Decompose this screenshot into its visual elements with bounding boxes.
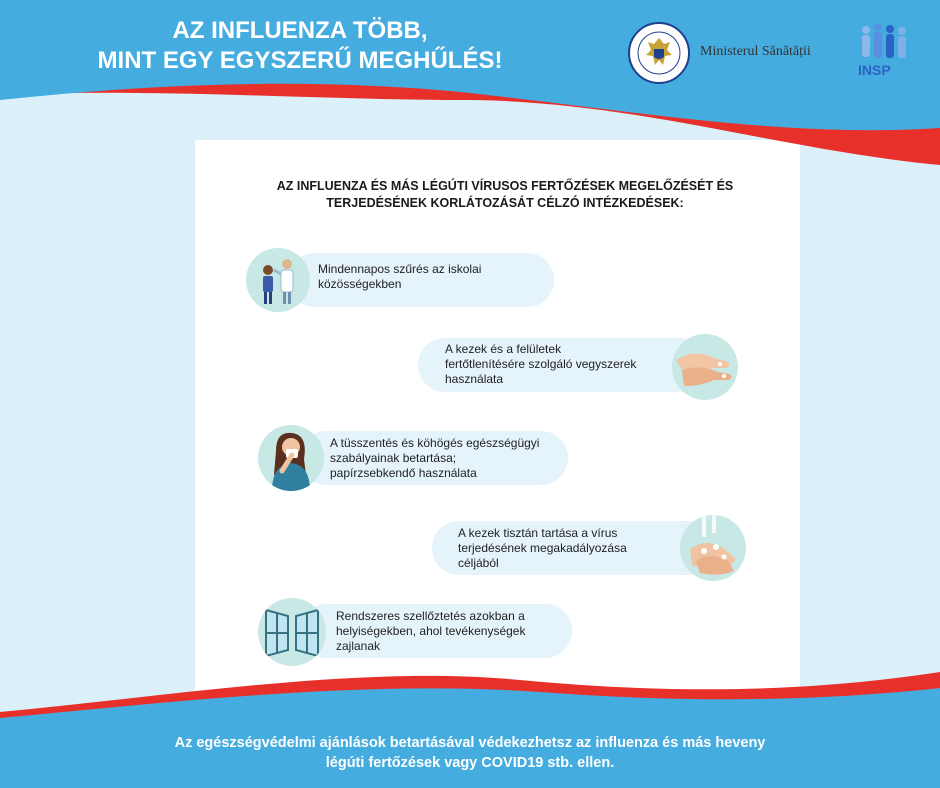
measure-5-line-1: Rendszeres szellőztetés azokban a: [336, 609, 525, 623]
insp-label: INSP: [858, 62, 891, 78]
measure-5-line-2: helyiségekben, ahol tevékenységek: [336, 624, 526, 638]
screening-icon: [246, 248, 310, 312]
measure-text-ventilation: [336, 609, 525, 654]
measure-text-sneezing: [330, 436, 539, 481]
sanitizer-hands-icon: [672, 334, 738, 400]
logos: [628, 22, 928, 82]
measure-3-line-3: papírzsebkendő használata: [330, 466, 477, 480]
footer-line-2: légúti fertőzések vagy COVID19 stb. ellen.: [325, 755, 615, 771]
measure-1-line-1: Mindennapos szűrés az iskolai: [318, 262, 482, 276]
section-title-line-2: TERJEDÉSÉNEK KORLÁTOZÁSÁT CÉLZÓ INTÉZKEDÉSEK:: [326, 196, 684, 210]
open-window-icon: [258, 598, 326, 666]
title-line-2: MINT EGY EGYSZERŰ MEGHŰLÉS!: [97, 47, 503, 74]
measure-2-line-3: használata: [445, 372, 504, 386]
footer-message: [60, 733, 880, 773]
measure-3-line-2: szabályainak betartása;: [330, 451, 457, 465]
measure-2-line-2: fertőtlenítésére szolgáló vegyszerek: [445, 357, 637, 371]
measure-5-line-3: zajlanak: [336, 639, 381, 653]
measure-4-line-3: céljából: [458, 556, 499, 570]
sneezing-woman-icon: [258, 425, 324, 491]
measure-text-screening: [318, 262, 481, 292]
government-seal-icon: [628, 22, 690, 84]
section-title-line-1: AZ INFLUENZA ÉS MÁS LÉGÚTI VÍRUSOS FERTŐZÉSEK MEGELŐZÉSÉT ÉS: [276, 179, 734, 193]
measure-1-line-2: közösségekben: [318, 277, 402, 291]
title-line-1: AZ INFLUENZA TÖBB,: [172, 17, 428, 44]
handwashing-icon: [680, 515, 746, 581]
measure-2-line-1: A kezek és a felületek: [445, 342, 562, 356]
ministry-name: Ministerul Sănătății: [700, 44, 811, 59]
measure-4-line-1: A kezek tisztán tartása a vírus: [458, 526, 618, 540]
main-title: [40, 16, 560, 76]
measure-text-sanitizer: [445, 342, 636, 387]
measure-3-line-1: A tüsszentés és köhögés egészségügyi: [330, 436, 540, 450]
footer-line-1: Az egészségvédelmi ajánlások betartásával védekezhetsz az influenza és más heveny: [174, 735, 766, 751]
measure-4-line-2: terjedésének megakadályozása: [458, 541, 627, 555]
section-title: [240, 178, 770, 212]
measure-text-handwashing: [458, 526, 627, 571]
